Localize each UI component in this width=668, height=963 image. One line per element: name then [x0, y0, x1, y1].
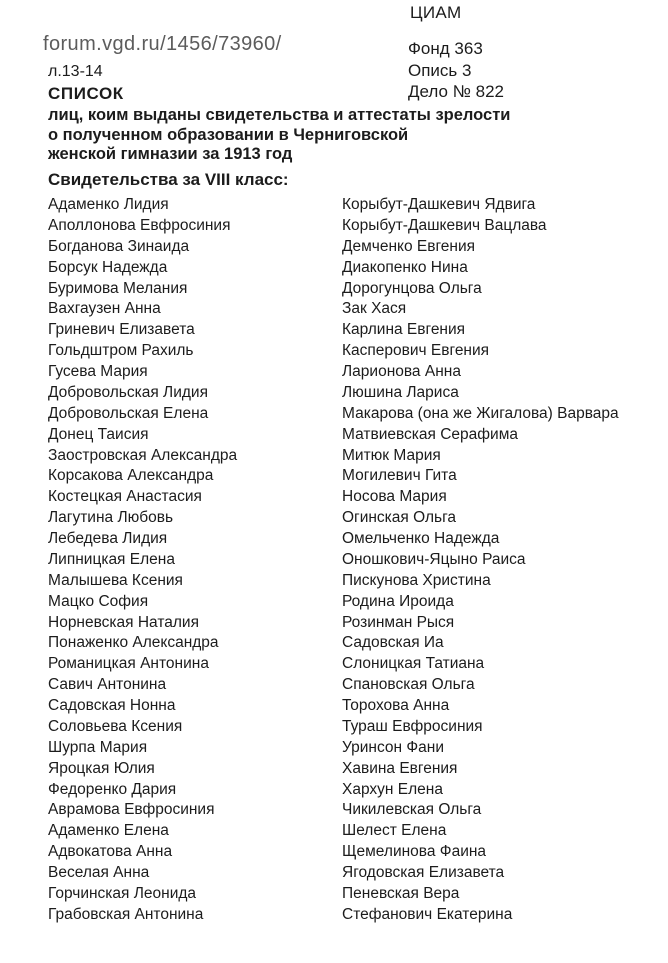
list-row	[48, 405, 662, 426]
list-item-name: Демченко Евгения	[342, 237, 476, 255]
list-row	[48, 342, 662, 363]
list-item-name: Ягодовская Елизавета	[342, 864, 505, 881]
list-item-name: Гусева Мария	[48, 363, 148, 380]
list-item-name: Карлина Евгения	[342, 321, 466, 339]
list-row	[48, 593, 662, 614]
list-row	[48, 697, 662, 718]
list-item-name: Ларионова Анна	[342, 363, 461, 380]
list-item-name: Макарова (она же Жигалова) Варвара	[342, 404, 619, 422]
document-subtitle	[48, 106, 510, 165]
list-item-name: Спановская Ольга	[342, 676, 475, 694]
list-row	[48, 676, 662, 697]
list-item-name: Яроцкая Юлия	[48, 759, 155, 777]
list-row	[48, 238, 662, 259]
list-item-name: Липницкая Елена	[48, 550, 175, 568]
list-row	[48, 384, 662, 405]
list-row	[48, 426, 662, 447]
list-row	[48, 467, 662, 488]
subtitle-line: женской гимназии за 1913 год	[48, 145, 293, 163]
list-row	[48, 718, 662, 739]
list-item-name: Дорогунцова Ольга	[342, 279, 482, 297]
list-item-name: Слоницкая Татиана	[342, 655, 485, 673]
list-item-name: Люшина Лариса	[342, 383, 459, 401]
list-item-name: Розинман Рыся	[342, 613, 455, 631]
list-item-name: Оношкович-Яцыно Раиса	[342, 550, 526, 568]
list-item-name: Добровольская Елена	[48, 404, 209, 422]
list-item-name: Аврамова Евфросиния	[48, 801, 215, 819]
list-item-name: Вахгаузен Анна	[48, 300, 161, 318]
list-item-name: Диакопенко Нина	[342, 258, 468, 276]
archive-opis: Опись 3	[408, 60, 472, 80]
list-item-name: Пеневская Вера	[342, 884, 460, 902]
list-item-name: Хавина Евгения	[342, 759, 458, 777]
list-item-name: Соловьева Ксения	[48, 717, 183, 735]
list-item-name: Хархун Елена	[342, 780, 443, 798]
list-item-name: Шурпа Мария	[48, 738, 148, 756]
list-item-name: Лагутина Любовь	[48, 509, 174, 527]
list-item-name: Гриневич Елизавета	[48, 321, 195, 339]
document-title: СПИСОК	[48, 84, 124, 103]
list-row	[48, 509, 662, 530]
list-row	[48, 739, 662, 760]
list-item-name: Садовская Иа	[342, 634, 444, 652]
list-item-name: Уринсон Фани	[342, 738, 445, 756]
list-row	[48, 614, 662, 635]
list-item-name: Пискунова Христина	[342, 571, 491, 589]
list-row	[48, 363, 662, 384]
subtitle-line: о полученном образовании в Черниговской	[48, 125, 409, 144]
archive-fond: Фонд 363	[408, 39, 483, 58]
list-item-name: Добровольская Лидия	[48, 383, 208, 401]
list-item-name: Торохова Анна	[342, 697, 450, 714]
list-item-name: Донец Таисия	[48, 425, 149, 443]
list-item-name: Заостровская Александра	[48, 446, 238, 464]
list-item-name: Понаженко Александра	[48, 634, 219, 652]
list-row	[48, 864, 662, 885]
list-item-name: Касперович Евгения	[342, 342, 490, 360]
list-item-name: Стефанович Екатерина	[342, 905, 513, 923]
list-item-name: Федоренко Дария	[48, 780, 177, 798]
list-item-name: Гольдштром Рахиль	[48, 342, 194, 360]
source-url-text: forum.vgd.ru/1456/73960/	[43, 33, 282, 55]
subtitle-line: лиц, коим выданы свидетельства и аттестаты зрелости	[48, 106, 511, 124]
list-item-name: Романицкая Антонина	[48, 655, 209, 673]
list-row	[48, 530, 662, 551]
list-row	[48, 321, 662, 342]
list-item-name: Костецкая Анастасия	[48, 488, 202, 506]
list-row	[48, 551, 662, 572]
list-item-name: Грабовская Антонина	[48, 905, 204, 923]
list-item-name: Могилевич Гита	[342, 467, 457, 485]
archive-delo: Дело № 822	[408, 82, 505, 101]
list-item-name: Корыбут-Дашкевич Вацлава	[342, 216, 547, 234]
list-item-name: Богданова Зинаида	[48, 237, 190, 255]
list-item-name: Аполлонова Евфросиния	[48, 216, 231, 234]
list-item-name: Корыбут-Дашкевич Ядвига	[342, 196, 536, 213]
list-row	[48, 843, 662, 864]
list-item-name: Родина Ироида	[342, 592, 454, 610]
archive-label: ЦИАМ	[410, 3, 462, 22]
list-row	[48, 488, 662, 509]
list-item-name: Щемелинова Фаина	[342, 843, 487, 861]
list-row	[48, 447, 662, 468]
list-row	[48, 906, 662, 927]
list-row	[48, 196, 662, 217]
list-item-name: Садовская Нонна	[48, 697, 176, 714]
list-item-name: Веселая Анна	[48, 864, 150, 881]
list-item-name: Омельченко Надежда	[342, 530, 500, 547]
list-item-name: Огинская Ольга	[342, 509, 457, 527]
list-item-name: Адвокатова Анна	[48, 843, 173, 861]
list-item-name: Адаменко Елена	[48, 822, 169, 840]
list-item-name: Матвиевская Серафима	[342, 425, 518, 443]
sheet-label: л.13-14	[48, 63, 103, 80]
list-row	[48, 217, 662, 238]
list-row	[48, 781, 662, 802]
list-item-name: Горчинская Леонида	[48, 884, 197, 902]
list-item-name: Митюк Мария	[342, 446, 441, 464]
list-row	[48, 801, 662, 822]
list-row	[48, 259, 662, 280]
list-item-name: Мацко София	[48, 592, 149, 610]
list-item-name: Шелест Елена	[342, 822, 447, 840]
list-item-name: Буримова Мелания	[48, 279, 188, 297]
list-item-name: Чикилевская Ольга	[342, 801, 482, 819]
list-row	[48, 885, 662, 906]
list-item-name: Зак Хася	[342, 300, 407, 318]
list-item-name: Адаменко Лидия	[48, 196, 169, 213]
list-item-name: Носова Мария	[342, 488, 447, 506]
list-row	[48, 655, 662, 676]
names-list	[48, 196, 662, 927]
list-row	[48, 760, 662, 781]
archive-references	[408, 38, 504, 103]
section-heading: Свидетельства за VIII класс:	[48, 170, 289, 189]
list-item-name: Тураш Евфросиния	[342, 717, 483, 735]
list-row	[48, 280, 662, 301]
list-row	[48, 822, 662, 843]
list-row	[48, 634, 662, 655]
list-item-name: Корсакова Александра	[48, 467, 214, 485]
list-item-name: Борсук Надежда	[48, 258, 168, 276]
list-row	[48, 572, 662, 593]
list-item-name: Савич Антонина	[48, 676, 167, 694]
list-item-name: Малышева Ксения	[48, 571, 183, 589]
list-item-name: Лебедева Лидия	[48, 530, 168, 547]
list-item-name: Норневская Наталия	[48, 613, 199, 631]
list-row	[48, 300, 662, 321]
